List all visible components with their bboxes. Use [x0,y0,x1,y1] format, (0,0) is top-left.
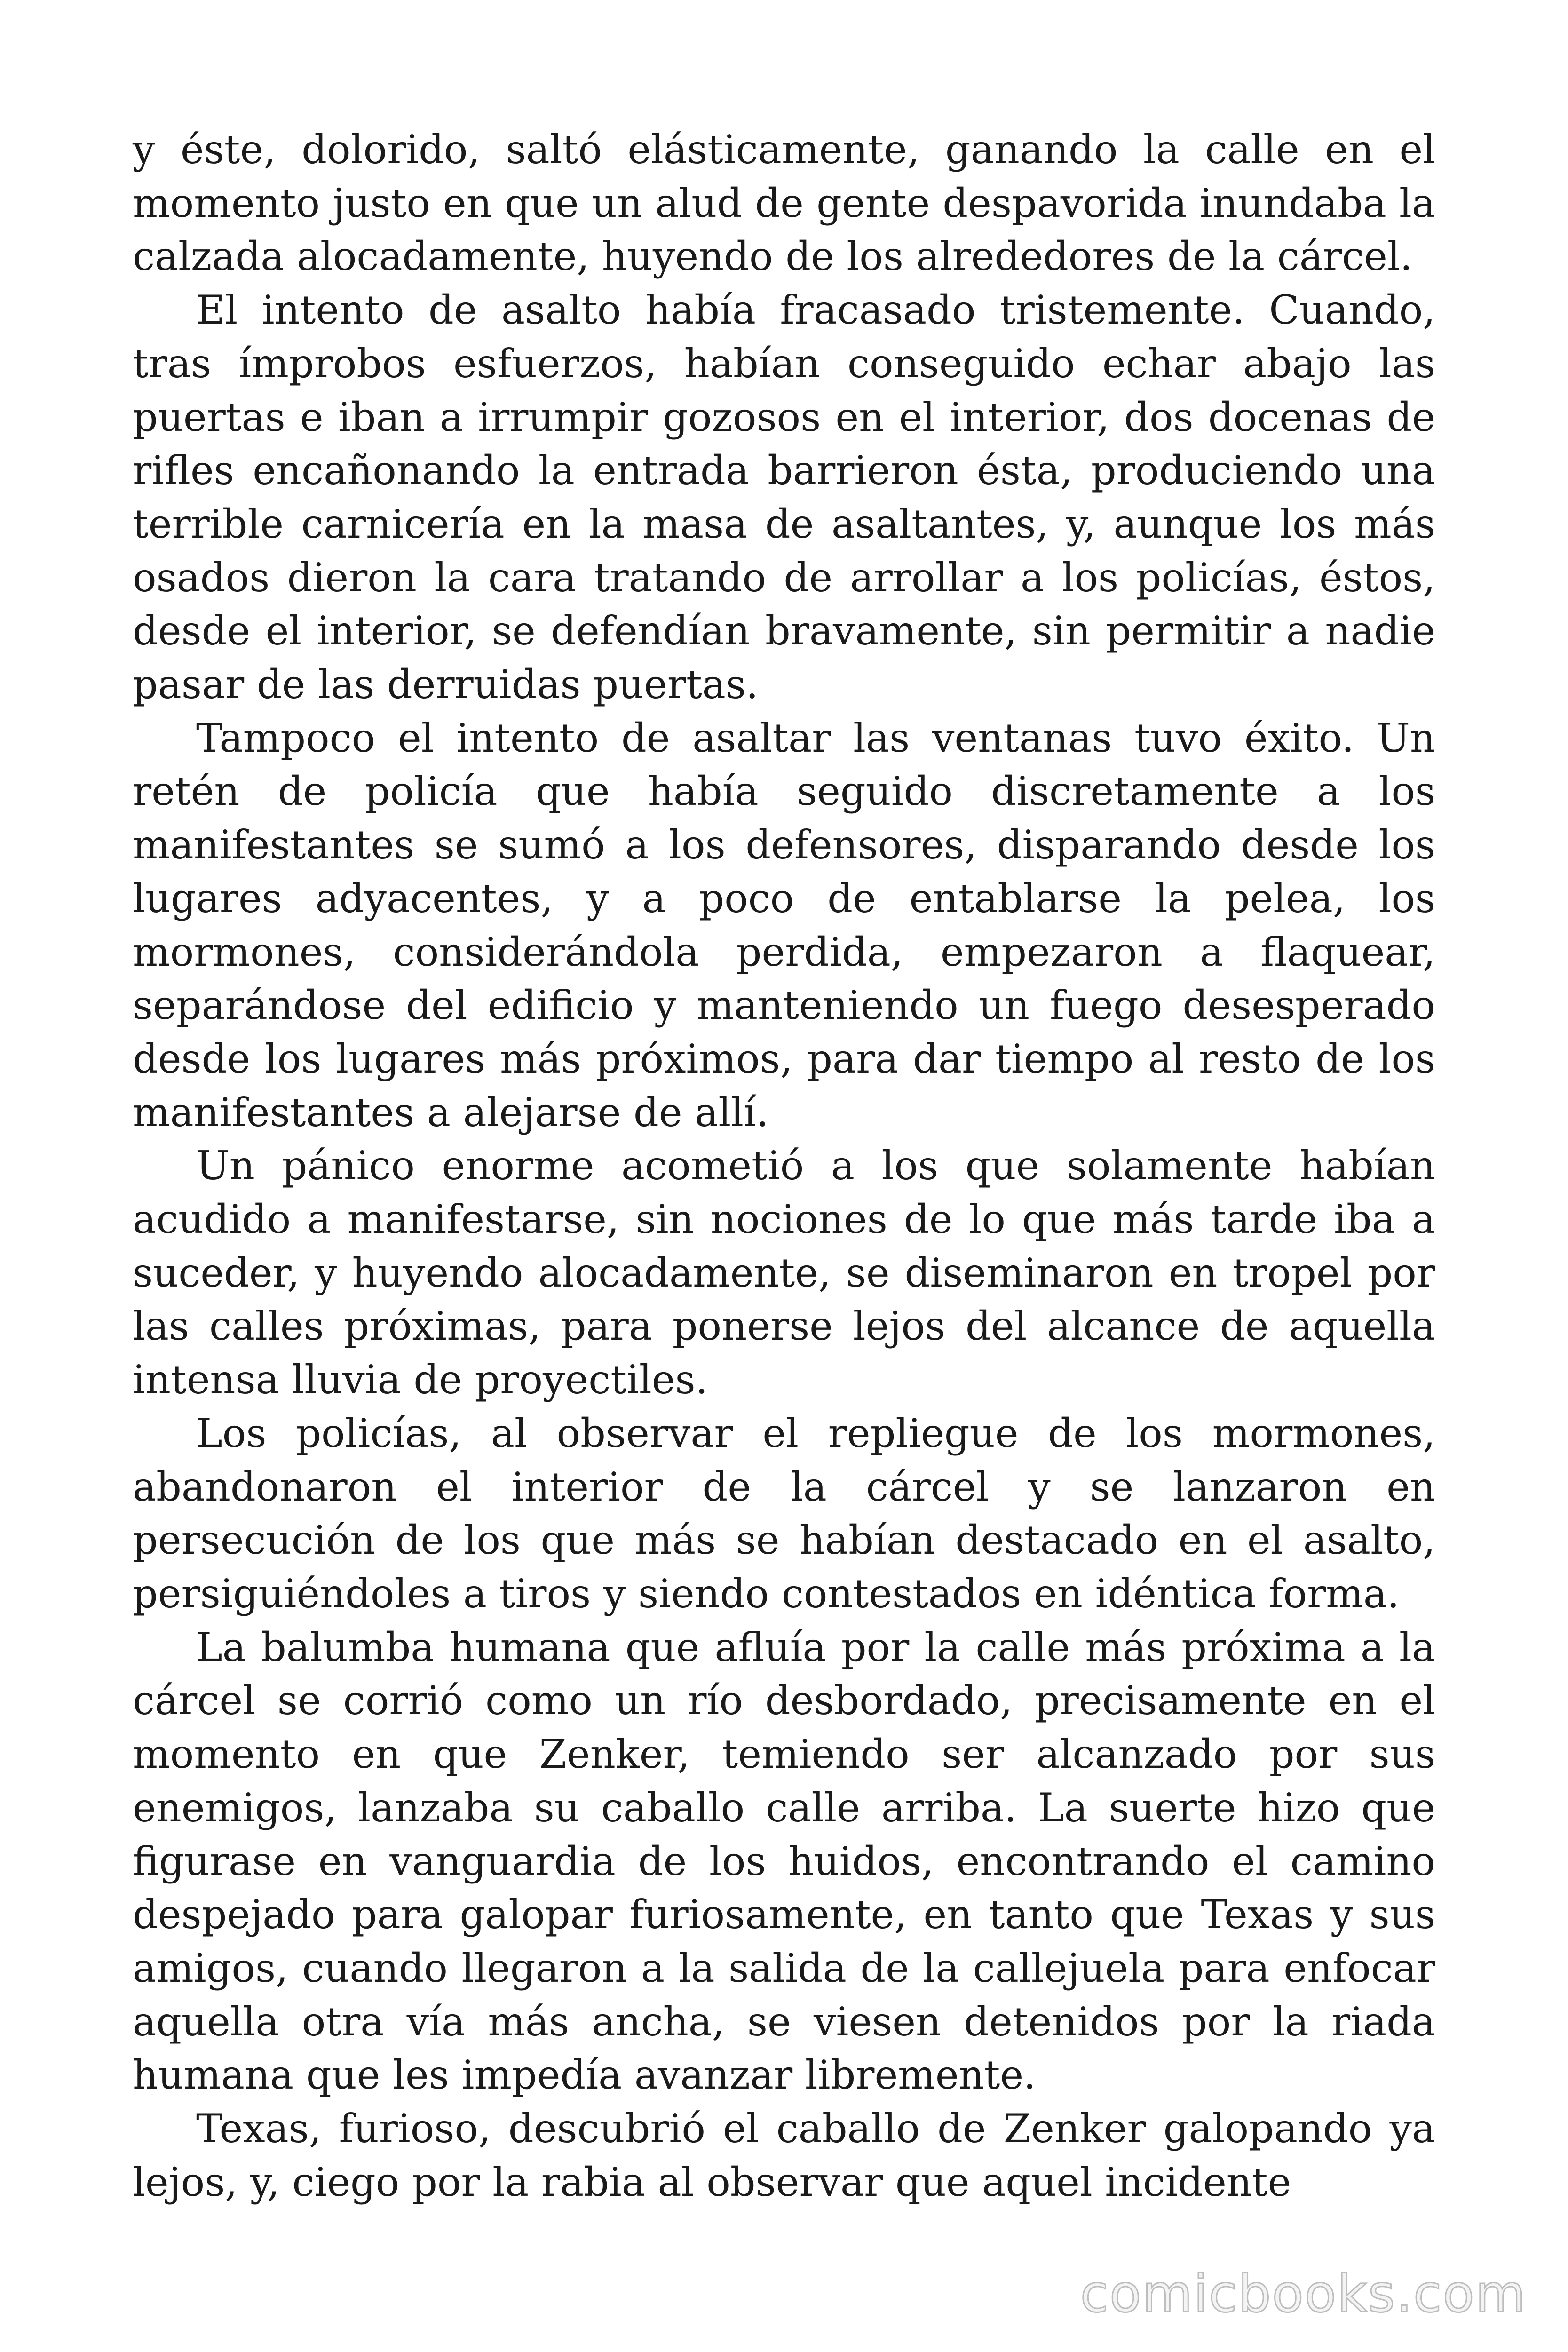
paragraph-7: Texas, furioso, descubrió el caballo de Zenker galopando ya lejos, y, ciego por la rabia al observar que aquel incidente [133,2106,1435,2205]
paragraph-1: y éste, dolorido, saltó elásticamente, ganando la calle en el momento justo en que un alud de gente despavorida inundaba la calzada alocadamente, huyendo de los alrededores de la cárcel. [133,127,1435,280]
paragraph-4: Un pánico enorme acometió a los que solamente habían acudido a manifestarse, sin nociones de lo que más tarde iba a suceder, y huyendo alocadamente, se diseminaron en tropel por las calles próximas, para ponerse lejos del alcance de aquella intensa lluvia de proyectiles. [133,1143,1435,1403]
watermark: comicbooks.com [1080,2264,1527,2324]
paragraph-5: Los policías, al observar el repliegue de los mormones, abandonaron el interior de la cárcel y se lanzaron en persecución de los que más se habían destacado en el asalto, persiguiéndoles a tiros y siendo contestados en idéntica forma. [133,1410,1435,1617]
paragraph-2: El intento de asalto había fracasado tristemente. Cuando, tras ímprobos esfuerzos, habían conseguido echar abajo las puertas e iban a irrumpir gozosos en el interior, dos docenas de rifles encañonando la entrada barrieron ésta, produciendo una terrible carnicería en la masa de asaltantes, y, aunque los más osados dieron la cara tratando de arrollar a los policías, éstos, desde el interior, se defendían bravamente, sin permitir a nadie pasar de las derruidas puertas. [133,287,1435,708]
paragraph-6: La balumba humana que afluía por la calle más próxima a la cárcel se corrió como un río desbordado, precisamente en el momento en que Zenker, temiendo ser alcanzado por sus enemigos, lanzaba su caballo calle arriba. La suerte hizo que figurase en vanguardia de los huidos, encontrando el camino despejado para galopar furiosamente, en tanto que Texas y sus amigos, cuando llegaron a la salida de la callejuela para enfocar aquella otra vía más ancha, se viesen detenidos por la riada humana que les impedía avanzar libremente. [133,1624,1435,2098]
paragraph-3: Tampoco el intento de asaltar las ventanas tuvo éxito. Un retén de policía que había seguido discretamente a los manifestantes se sumó a los defensores, disparando desde los lugares adyacentes, y a poco de entablarse la pelea, los mormones, considerándola perdida, empezaron a flaquear, separándose del edificio y manteniendo un fuego desesperado desde los lugares más próximos, para dar tiempo al resto de los manifestantes a alejarse de allí. [133,715,1435,1136]
page-text [133,123,1435,2209]
